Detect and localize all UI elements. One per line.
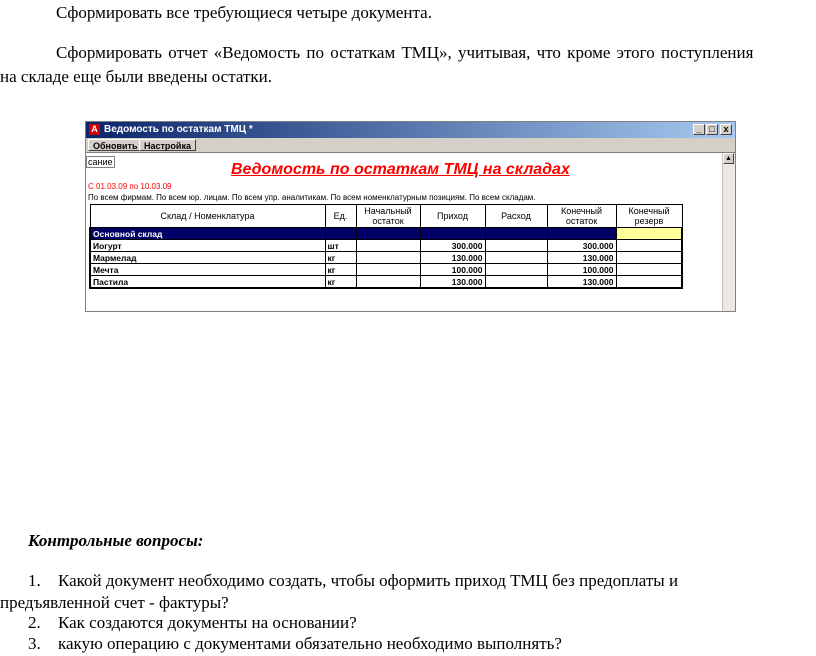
report-filter: По всем фирмам. По всем юр. лицам. По всем упр. аналитикам. По всем номенклатурным позициям. По всем складам.	[88, 193, 536, 202]
intro-paragraph-1: Сформировать все требующиеся четыре документа.	[56, 3, 432, 22]
settings-button[interactable]: Настройка	[139, 139, 196, 151]
side-tab-label[interactable]: сание	[88, 157, 113, 167]
table-row[interactable]: Мармелад кг 130.000 130.000	[90, 252, 682, 264]
header-end-balance: Конечный остаток	[547, 205, 616, 228]
maximize-button[interactable]: □	[706, 124, 718, 135]
question-2: 2. Как создаются документы на основании?	[28, 613, 357, 632]
report-title: Ведомость по остаткам ТМЦ на складах	[231, 161, 570, 178]
selected-cell[interactable]	[616, 228, 682, 240]
table-row[interactable]: Иогурт шт 300.000 300.000	[90, 240, 682, 252]
question-3: 3. какую операцию с документами обязательно необходимо выполнять?	[28, 634, 562, 653]
scroll-up-arrow-icon[interactable]: ▲	[723, 153, 734, 164]
toolbar	[86, 138, 735, 153]
group-row[interactable]	[90, 228, 682, 240]
report-table	[89, 204, 683, 289]
table-header-row	[90, 205, 682, 228]
table-row[interactable]: Мечта кг 100.000 100.000	[90, 264, 682, 276]
vertical-scrollbar[interactable]	[722, 153, 735, 311]
header-start-balance: Начальный остаток	[356, 205, 420, 228]
header-warehouse: Склад / Номенклатура	[90, 205, 325, 228]
table-row[interactable]: Пастила кг 130.000 130.000	[90, 276, 682, 289]
app-icon: A	[89, 124, 100, 135]
close-button[interactable]: x	[720, 124, 732, 135]
window-titlebar[interactable]	[86, 122, 735, 138]
control-questions-title: Контрольные вопросы:	[28, 531, 204, 550]
window-title: Ведомость по остаткам ТМЦ *	[104, 124, 253, 135]
report-window	[85, 121, 736, 312]
group-name: Основной склад	[90, 228, 325, 240]
header-end-reserve: Конечный резерв	[616, 205, 682, 228]
report-period: С 01.03.09 по 10.03.09	[88, 182, 172, 191]
refresh-button[interactable]: Обновить	[88, 139, 143, 151]
header-expense: Расход	[485, 205, 547, 228]
question-1: 1. Какой документ необходимо создать, чтобы оформить приход ТМЦ без предоплаты и	[28, 571, 679, 590]
question-1-continuation: предъявленной счет - фактуры?	[0, 593, 229, 612]
header-income: Приход	[420, 205, 485, 228]
intro-paragraph-2-line-2: на складе еще были введены остатки.	[0, 67, 272, 86]
intro-paragraph-2-line-1: Сформировать отчет «Ведомость по остаткам ТМЦ», учитывая, что кроме этого поступления	[56, 43, 754, 62]
minimize-button[interactable]: _	[693, 124, 705, 135]
header-unit: Ед.	[325, 205, 356, 228]
